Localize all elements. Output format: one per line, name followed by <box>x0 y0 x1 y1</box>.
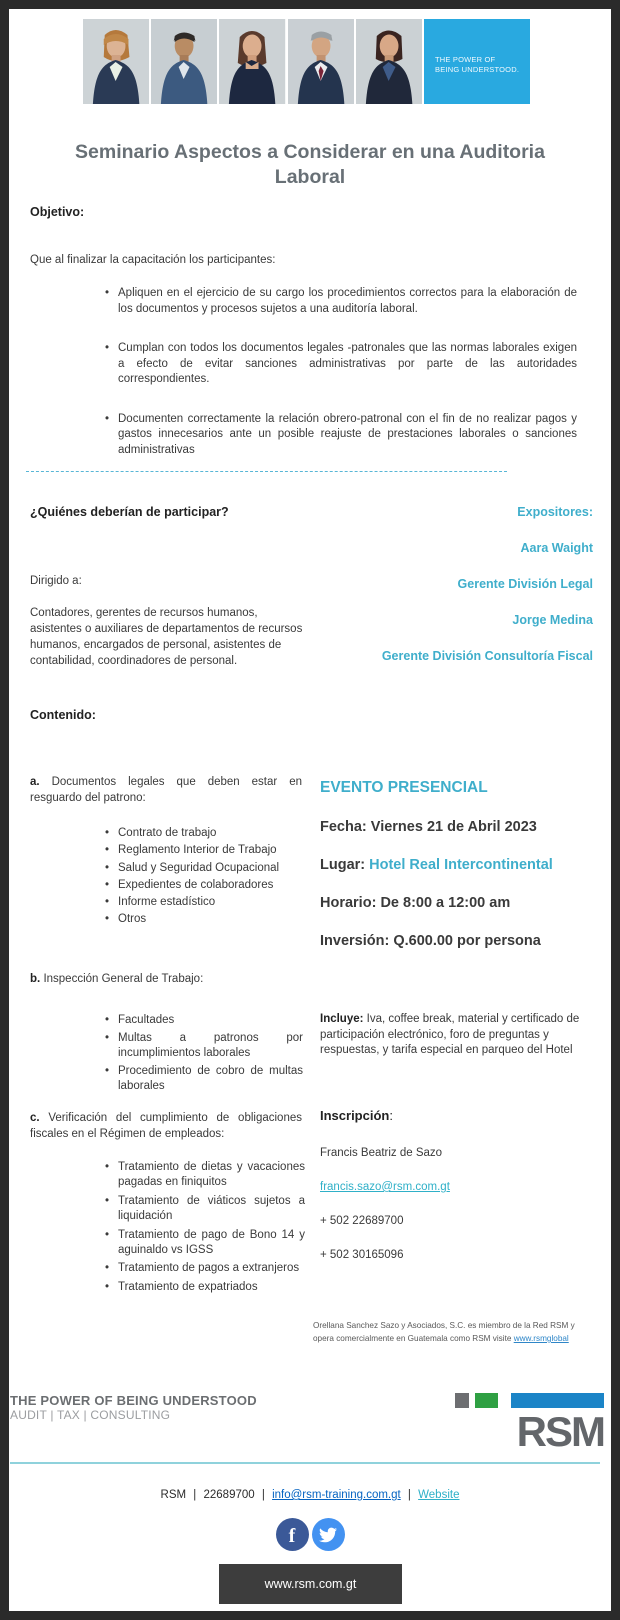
list-item: • Multas a patronos por incumplimientos laborales <box>105 1031 303 1062</box>
evento-block <box>320 779 605 970</box>
participants-heading: ¿Quiénes deberían de participar? <box>30 505 229 519</box>
incluye-text: Iva, coffee break, material y certificado de participación electrónico, foro de preguntas y respuestas, y tarifa especial en parqueo del Hotel <box>320 1013 580 1056</box>
social-icons-row <box>9 1518 611 1551</box>
inscripcion-colon: : <box>389 1108 393 1123</box>
list-item: • Cumplan con todos los documentos legales -patronales que las normas laborales exigen a efecto de evitar sanciones administrativas por parte de las autoridades correspondientes. <box>105 341 577 388</box>
rsm-logo-gray-square <box>455 1393 469 1408</box>
footer-phone: 22689700 <box>203 1489 255 1501</box>
legal-text: Orellana Sanchez Sazo y Asociados, S.C. es miembro de la Red RSM y opera comercialmente en Guatemala como RSM visite <box>313 1321 575 1343</box>
section-c-text: Verificación del cumplimiento de obligaciones fiscales en el Régimen de empleados: <box>30 1112 302 1140</box>
footer-email-link[interactable]: info@rsm-training.com.gt <box>272 1489 401 1501</box>
phone-number-2: + 502 30165096 <box>320 1249 404 1261</box>
section-b-list <box>105 1013 303 1097</box>
rsm-logo-green-square <box>475 1393 498 1408</box>
section-c-list <box>105 1160 305 1298</box>
horario-label: Horario: <box>320 895 377 911</box>
evento-inversion <box>320 932 605 950</box>
footer-brand-block <box>10 1393 257 1423</box>
list-item: • Expedientes de colaboradores <box>105 877 325 894</box>
expositor-name: Jorge Medina <box>512 613 593 627</box>
portrait-photo-5 <box>356 19 422 104</box>
rsm-logo-blue-bar <box>511 1393 604 1408</box>
list-item: • Tratamiento de pagos a extranjeros <box>105 1261 305 1276</box>
list-item: • Tratamiento de expatriados <box>105 1280 305 1295</box>
tagline-line1: THE POWER OF <box>435 55 496 64</box>
inversion-label: Inversión: <box>320 933 390 949</box>
section-c-heading <box>30 1110 302 1142</box>
contact-name: Francis Beatriz de Sazo <box>320 1147 443 1159</box>
section-a-heading <box>30 774 302 806</box>
evento-fecha <box>320 818 605 836</box>
separator: | <box>193 1489 197 1501</box>
inversion-value: Q.600.00 por persona <box>393 933 541 949</box>
section-a-list <box>105 825 325 929</box>
tagline-line2: BEING UNDERSTOOD. <box>435 65 520 74</box>
incluye-block <box>320 1012 600 1059</box>
lugar-value: Hotel Real Intercontinental <box>369 857 553 873</box>
section-b-text: Inspección General de Trabajo: <box>43 973 204 985</box>
section-a-label: a. <box>30 776 40 788</box>
list-item: • Informe estadístico <box>105 894 325 911</box>
footer-company: RSM <box>160 1489 187 1501</box>
section-b-label: b. <box>30 973 41 985</box>
portrait-photo-1 <box>83 19 149 104</box>
list-item: • Otros <box>105 911 325 928</box>
incluye-label: Incluye: <box>320 1013 364 1025</box>
dirigido-text: Contadores, gerentes de recursos humanos, asistentes o auxiliares de departamentos de recursos humanos, encargados de personal, asistentes de contabilidad, coordinadores de personal. <box>30 607 303 667</box>
person-silhouette-icon <box>288 19 354 104</box>
expositor-name: Aara Waight <box>520 541 593 555</box>
list-item: • Salud y Seguridad Ocupacional <box>105 860 325 877</box>
separator: | <box>261 1489 265 1501</box>
inscripcion-email-link[interactable]: francis.sazo@rsm.com.gt <box>320 1181 450 1193</box>
section-a-text: Documentos legales que deben estar en resguardo del patrono: <box>30 776 302 804</box>
objetivo-intro: Que al finalizar la capacitación los participantes: <box>30 254 276 266</box>
legal-disclaimer <box>313 1319 591 1345</box>
fecha-value: Viernes 21 de Abril 2023 <box>370 819 537 835</box>
person-silhouette-icon <box>219 19 285 104</box>
person-silhouette-icon <box>356 19 422 104</box>
header-banner-image <box>83 19 530 104</box>
rsmglobal-link[interactable]: www.rsmglobal <box>513 1334 569 1343</box>
list-item: • Documenten correctamente la relación obrero-patronal con el fin de no realizar pagos y gastos innecesarios ante un posible reajuste de prestaciones laborales o sanciones administrativas <box>105 412 577 459</box>
twitter-icon[interactable] <box>312 1518 345 1551</box>
footer-services-line: AUDIT | TAX | CONSULTING <box>10 1408 171 1422</box>
section-c-label: c. <box>30 1112 40 1124</box>
lugar-label: Lugar: <box>320 857 366 873</box>
website-link[interactable]: Website <box>418 1489 460 1501</box>
dashed-divider <box>26 471 507 472</box>
list-item: • Tratamiento de viáticos sujetos a liquidación <box>105 1194 305 1225</box>
inscripcion-block <box>320 1108 600 1281</box>
phone-number-1: + 502 22689700 <box>320 1215 404 1227</box>
objetivo-heading: Objetivo: <box>30 205 85 219</box>
expositores-block <box>382 505 593 685</box>
list-item: • Facultades <box>105 1013 303 1029</box>
list-item: • Procedimiento de cobro de multas laborales <box>105 1064 303 1095</box>
list-item: • Contrato de trabajo <box>105 825 325 842</box>
list-item: • Reglamento Interior de Trabajo <box>105 842 325 859</box>
footer-contact-line <box>9 1489 611 1501</box>
objetivo-bullet-list <box>105 286 577 482</box>
person-silhouette-icon <box>83 19 149 104</box>
footer-power-line: THE POWER OF BEING UNDERSTOOD <box>10 1393 257 1408</box>
footer-divider-line <box>10 1462 600 1464</box>
facebook-icon[interactable]: f <box>276 1518 309 1551</box>
evento-heading: EVENTO PRESENCIAL <box>320 779 488 796</box>
fecha-label: Fecha: <box>320 819 367 835</box>
rsm-logo-wordmark: RSM <box>516 1408 604 1455</box>
contenido-heading: Contenido: <box>30 708 96 722</box>
list-item: • Apliquen en el ejercicio de su cargo los procedimientos correctos para la elaboración de los documentos y procesos sujetos a una auditoría laboral. <box>105 286 577 317</box>
portrait-photo-4 <box>288 19 354 104</box>
list-item: • Tratamiento de dietas y vacaciones pagadas en finiquitos <box>105 1160 305 1191</box>
dirigido-label: Dirigido a: <box>30 575 82 587</box>
tagline-box <box>424 19 530 104</box>
website-cta-button[interactable]: www.rsm.com.gt <box>219 1564 402 1604</box>
seminar-title: Seminario Aspectos a Considerar en una Auditoria Laboral <box>75 141 545 188</box>
expositor-role: Gerente División Legal <box>457 577 593 591</box>
evento-horario <box>320 894 605 912</box>
horario-value: De 8:00 a 12:00 am <box>380 895 511 911</box>
email-body <box>9 9 611 1611</box>
portrait-photo-3 <box>219 19 285 104</box>
expositor-role: Gerente División Consultoría Fiscal <box>381 649 593 663</box>
person-silhouette-icon <box>151 19 217 104</box>
portrait-photo-2 <box>151 19 217 104</box>
list-item: • Tratamiento de pago de Bono 14 y aguinaldo vs IGSS <box>105 1228 305 1259</box>
section-b-heading <box>30 971 302 987</box>
separator: | <box>407 1489 411 1501</box>
inscripcion-heading-text: Inscripción <box>320 1108 390 1123</box>
expositores-heading: Expositores: <box>517 505 593 519</box>
inscripcion-heading <box>320 1108 600 1123</box>
evento-lugar <box>320 856 605 874</box>
